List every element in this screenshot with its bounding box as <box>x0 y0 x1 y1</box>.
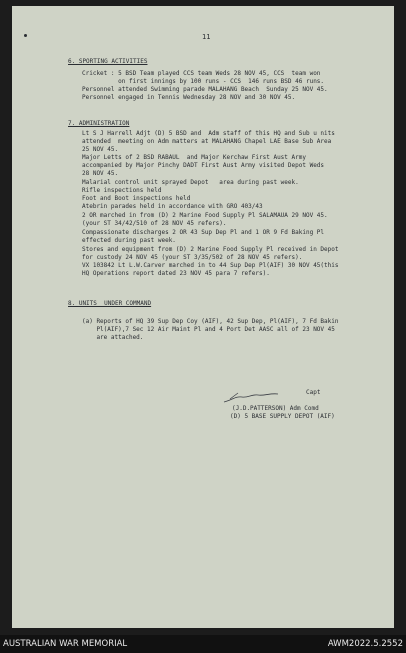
section-line: accompanied by Major Pinchy DADT First Aust Army visited Depot Weds <box>82 162 325 169</box>
section-line: Compassionate discharges 2 OR 43 Sup Dep Pl and 1 OR 9 Fd Baking Pl <box>82 229 325 236</box>
section-line: VX 103842 Lt L.W.Carver marched in to 44 Sup Dep Pl(AIF) 30 NOV 45(this <box>82 262 339 269</box>
section-line: Stores and equipment from (D) 2 Marine Food Supply Pl received in Depot <box>82 246 339 253</box>
section-line: are attached. <box>82 334 144 341</box>
signature-rank: Capt <box>306 389 321 396</box>
signature-name: (J.D.PATTERSON) Adm Comd <box>232 405 319 412</box>
section-line: effected during past week. <box>82 237 176 244</box>
section-line: Atebrin parades held in accordance with GRO 403/43 <box>82 203 263 210</box>
section-line: attended meeting on Adm matters at MALAHANG Chapel LAE Base Sub Area <box>82 138 332 145</box>
footer-reference: AWM2022.5.2552 <box>327 639 403 649</box>
section-line: Personnel attended Swimming parade MALAHANG Beach Sunday 25 NOV 45. <box>82 86 328 93</box>
footer-institution: AUSTRALIAN WAR MEMORIAL <box>3 639 128 649</box>
section-line: Lt S J Harrell Adjt (D) 5 BSD and Adm staff of this HQ and Sub u nits <box>82 130 335 137</box>
handwritten-signature <box>222 390 280 404</box>
signature-unit: (D) 5 BASE SUPPLY DEPOT (AIF) <box>230 413 335 420</box>
section-heading-units: 8. UNITS UNDER COMMAND <box>68 300 152 307</box>
section-line: Personnel engaged in Tennis Wednesday 28 NOV and 30 NOV 45. <box>82 94 296 101</box>
section-line: Pl(AIF),7 Sec 12 Air Maint Pl and 4 Port Det AASC all of 23 NOV 45 <box>82 326 335 333</box>
section-line: Cricket : 5 BSD Team played CCS team Weds 28 NOV 45, CCS team won <box>82 70 321 77</box>
section-heading-sporting: 6. SPORTING ACTIVITIES <box>68 58 148 65</box>
page-number: 11 <box>202 33 211 41</box>
section-line: Major Letts of 2 BSD RABAUL and Major Kerchaw First Aust Army <box>82 154 306 161</box>
section-line: Rifle inspections held <box>82 187 162 194</box>
section-line: (your ST 34/42/510 of 28 NOV 45 refers). <box>82 220 227 227</box>
section-line: 25 NOV 45. <box>82 146 119 153</box>
section-heading-administration: 7. ADMINISTRATION <box>68 120 130 127</box>
section-line: Foot and Boot inspections held <box>82 195 191 202</box>
section-line: 28 NOV 45. <box>82 170 119 177</box>
section-line: HQ Operations report dated 23 NOV 45 para 7 refers). <box>82 270 270 277</box>
section-line: (a) Reports of HQ 39 Sup Dep Coy (AIF), 42 Sup Dep, Pl(AIF), 7 Fd Bakin <box>82 318 339 325</box>
document-page <box>12 6 394 628</box>
section-line: for custody 24 NOV 45 (your ST 3/35/502 of 28 NOV 45 refers). <box>82 254 303 261</box>
section-line: 2 OR marched in from (D) 2 Marine Food Supply Pl SALAMAUA 29 NOV 45. <box>82 212 328 219</box>
punch-hole <box>24 34 27 37</box>
section-line: on first innings by 100 runs - CCS 146 runs BSD 46 runs. <box>82 78 325 85</box>
section-line: Malarial control unit sprayed Depot area during past week. <box>82 179 299 186</box>
archive-footer <box>0 635 406 653</box>
